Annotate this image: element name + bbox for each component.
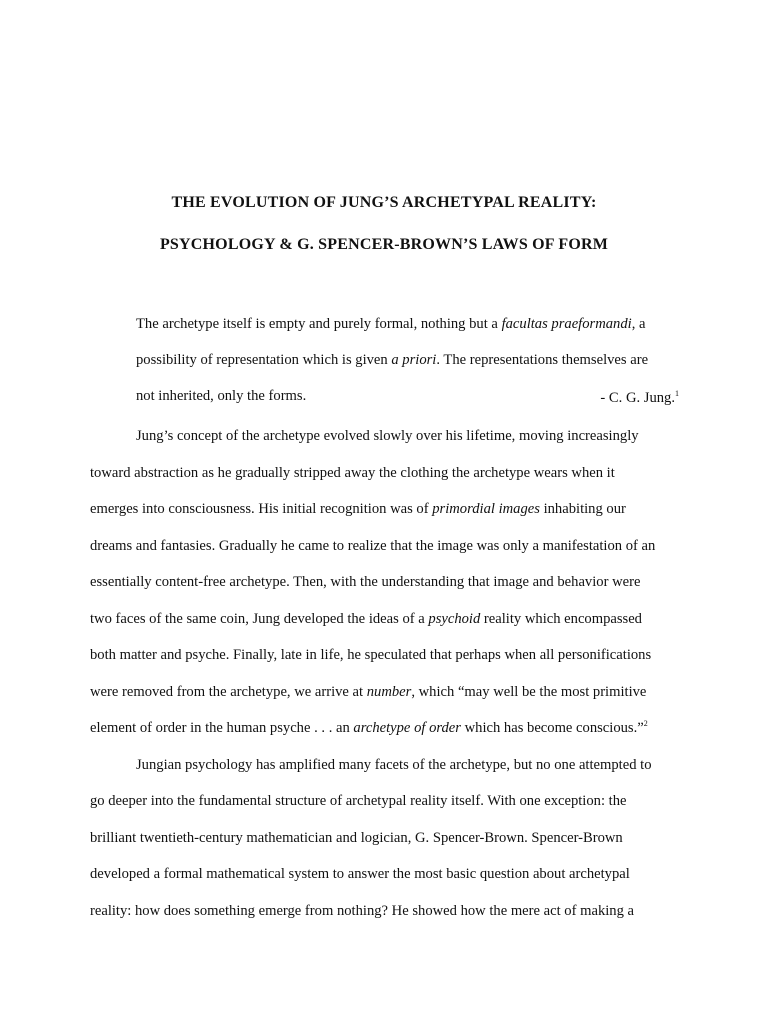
italic-term: facultas praeformandi (501, 316, 632, 332)
text-run: which has become conscious.” (460, 720, 644, 736)
paragraph-1-line-8 (90, 674, 690, 711)
italic-term: archetype of order (353, 720, 461, 736)
text-run: , which “may well be the most primitive (411, 683, 647, 700)
paragraph-1-line-4: dreams and fantasies. Gradually he came to realize that the image was only a manifestation of an (90, 537, 656, 554)
footnote-marker-2: 2 (643, 719, 648, 728)
paragraph-1-line-2: toward abstraction as he gradually stripped away the clothing the archetype wears when it (90, 464, 615, 481)
paragraph-1-line-9 (90, 710, 690, 747)
text-run: element of order in the human psyche . . . an (90, 720, 354, 736)
epigraph-line-1 (136, 306, 696, 342)
epigraph-line-3: not inherited, only the forms. (136, 388, 307, 404)
paragraph-2-line-2: go deeper into the fundamental structure of archetypal reality itself. With one exception: the (90, 793, 627, 809)
text-run: The archetype itself is empty and purely formal, nothing but a (136, 316, 502, 332)
text-run: . The representations themselves are (436, 352, 649, 368)
italic-term: primordial images (432, 501, 540, 517)
epigraph-line-2 (136, 342, 696, 378)
paragraph-1-line-3 (90, 491, 690, 528)
text-run: two faces of the same coin, Jung developed the ideas of a (90, 610, 429, 627)
body-text (90, 418, 690, 929)
text-run: possibility of representation which is given (136, 352, 392, 368)
paragraph-2-line-4: developed a formal mathematical system to answer the most basic question about archetypal (90, 866, 630, 882)
italic-term: psychoid (428, 610, 481, 627)
italic-term: a priori (391, 352, 437, 368)
attribution-text: - C. G. Jung. (600, 390, 675, 406)
text-run: were removed from the archetype, we arrive at (90, 683, 367, 700)
paragraph-2-line-5: reality: how does something emerge from nothing? He showed how the mere act of making a (90, 902, 635, 919)
text-run: reality which encompassed (480, 610, 642, 627)
title-line-1: THE EVOLUTION OF JUNG’S ARCHETYPAL REALITY: (171, 194, 597, 211)
paragraph-2-line-1: Jungian psychology has amplified many facets of the archetype, but no one attempted to (136, 756, 652, 773)
epigraph-attribution (600, 386, 679, 410)
paragraph-2-line-3: brilliant twentieth-century mathematician and logician, G. Spencer-Brown. Spencer-Brown (90, 829, 623, 846)
italic-term: number (366, 683, 412, 700)
paragraph-1-line-6 (90, 601, 690, 638)
text-run: emerges into consciousness. His initial recognition was of (90, 501, 433, 517)
paragraph-1-line-5: essentially content-free archetype. Then, with the understanding that image and behavior were (90, 574, 641, 590)
paragraph-1-line-1: Jung’s concept of the archetype evolved slowly over his lifetime, moving increasingly (136, 428, 639, 444)
paragraph-1-line-7: both matter and psyche. Finally, late in life, he speculated that perhaps when all personifications (90, 647, 652, 663)
title-line-2: PSYCHOLOGY & G. SPENCER-BROWN’S LAWS OF FORM (159, 236, 609, 253)
text-run: , a (631, 316, 646, 332)
text-run: inhabiting our (539, 501, 626, 517)
footnote-marker-1: 1 (675, 389, 679, 398)
